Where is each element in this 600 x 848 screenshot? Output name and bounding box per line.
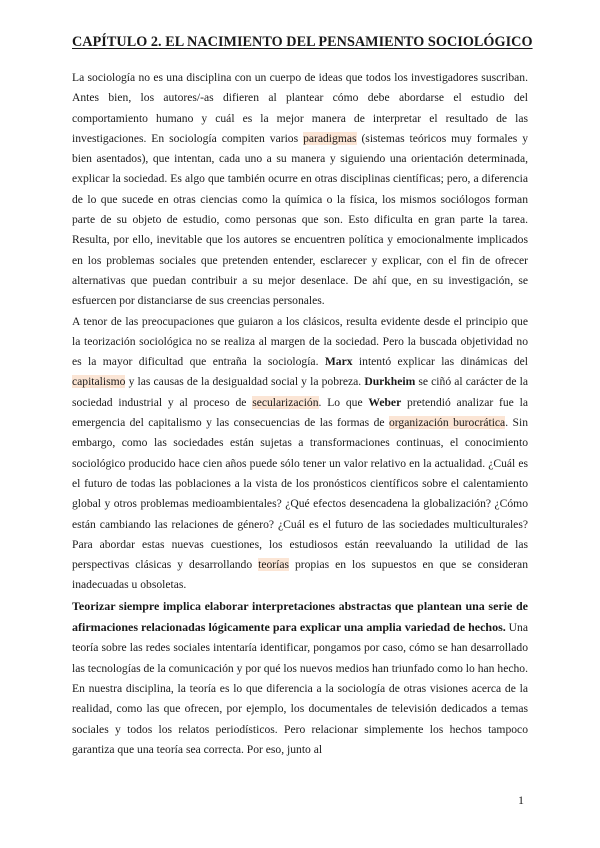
text-run: y las causas de la desigualdad social y la pobreza.	[125, 375, 365, 389]
paragraph-3	[72, 596, 528, 760]
highlight-secularizacion: secularización	[252, 395, 319, 409]
text-run: se ciñó al carácter de la sociedad industrial y al proceso de	[72, 375, 529, 409]
text-run: propias en los supuestos en que se consideran inadecuadas u obsoletas.	[72, 558, 528, 592]
chapter-title: CAPÍTULO 2. EL NACIMIENTO DEL PENSAMIENTO SOCIOLÓGICO	[72, 34, 533, 50]
document-body	[72, 68, 528, 760]
text-run: . Sin embargo, como las sociedades están sujetas a transformaciones continuas, el conocimiento sociológico producido hace cien años puede sólo tener un valor relativo en la actualidad. ¿Cuál es el futuro de todas las poblaciones a la vista de los pronósticos científicos sobre el calentamiento global y otros problemas medioambientales? ¿Qué efectos desencadena la globalización? ¿Cómo están cambiando las relaciones de género? ¿Cuál es el futuro de las sociedades multiculturales? Para abordar estas nuevas cuestiones, los estudiosos están reevaluando la utilidad de las perspectivas clásicas y desarrollando	[72, 416, 529, 572]
text-run: A tenor de las preocupaciones que guiaron a los clásicos, resulta evidente desde el principio que la teorización sociológica no se realiza al margen de la sociedad. Pero la buscada objetividad no es la mayor dificultad que entraña la sociología.	[72, 314, 528, 369]
page-number: 1	[518, 793, 524, 807]
text-run: . Lo que	[318, 395, 369, 409]
text-run: La sociología no es una disciplina con un cuerpo de ideas que todos los investigadores suscriban. Antes bien, los autores/-as difieren al plantear cómo debe abordarse el estudio del comportamiento humano y cuál es la mejor manera de interpretar el resultado de las investigaciones. En sociología compiten varios	[72, 71, 528, 145]
highlight-capitalismo: capitalismo	[72, 375, 126, 389]
bold-weber: Weber	[368, 395, 402, 409]
bold-durkheim: Durkheim	[364, 375, 416, 389]
highlight-teorias: teorías	[258, 558, 290, 572]
paragraph-2	[72, 312, 528, 596]
bold-thesis-sentence: Teorizar siempre implica elaborar interpretaciones abstractas que plantean una serie de afirmaciones relacionadas lógicamente para explicar una amplia variedad de hechos.	[72, 598, 528, 635]
highlight-paradigmas: paradigmas	[303, 131, 357, 145]
bold-marx: Marx	[324, 355, 353, 369]
text-run: pretendió analizar fue la emergencia del capitalismo y las consecuencias de las formas de	[72, 395, 528, 430]
text-run: (sistemas teóricos muy formales y bien asentados), que intentan, cada uno a su manera y siguiendo una orientación determinada, explicar la sociedad. Es algo que también ocurre en otras disciplinas científicas; pero, a diferencia de lo que sucede en otras ciencias como la química o la física, los mismos sociólogos forman parte de su objeto de estudio, como personas que son. Esto dificulta en gran parte la tarea. Resulta, por ello, inevitable que los autores se encuentren política y emocionalmente implicados en los problemas sociales que pretenden entender, esclarecer y explicar, con el fin de ofrecer alternativas que puedan contribuir a su mejor desenlace. De ahí que, en su investigación, se esfuercen por distanciarse de sus creencias personales.	[72, 131, 528, 308]
text-run: Una teoría sobre las redes sociales intentaría identificar, pongamos por caso, cómo se han desarrollado las tecnologías de la comunicación y por qué los nuevos medios han triunfado como lo han hecho. En nuestra disciplina, la teoría es lo que diferencia a la sociología de otras visiones acerca de la realidad, como las que ofrecen, por ejemplo, los documentales de televisión dedicados a temas sociales y todos los relatos periodísticos. Pero relacionar simplemente los hechos tampoco garantiza que una teoría sea correcta. Por eso, junto al	[72, 621, 528, 756]
paragraph-1	[72, 68, 528, 312]
highlight-organizacion-burocratica: organización burocrática	[388, 416, 506, 430]
text-run: intentó explicar las dinámicas del	[352, 355, 529, 369]
